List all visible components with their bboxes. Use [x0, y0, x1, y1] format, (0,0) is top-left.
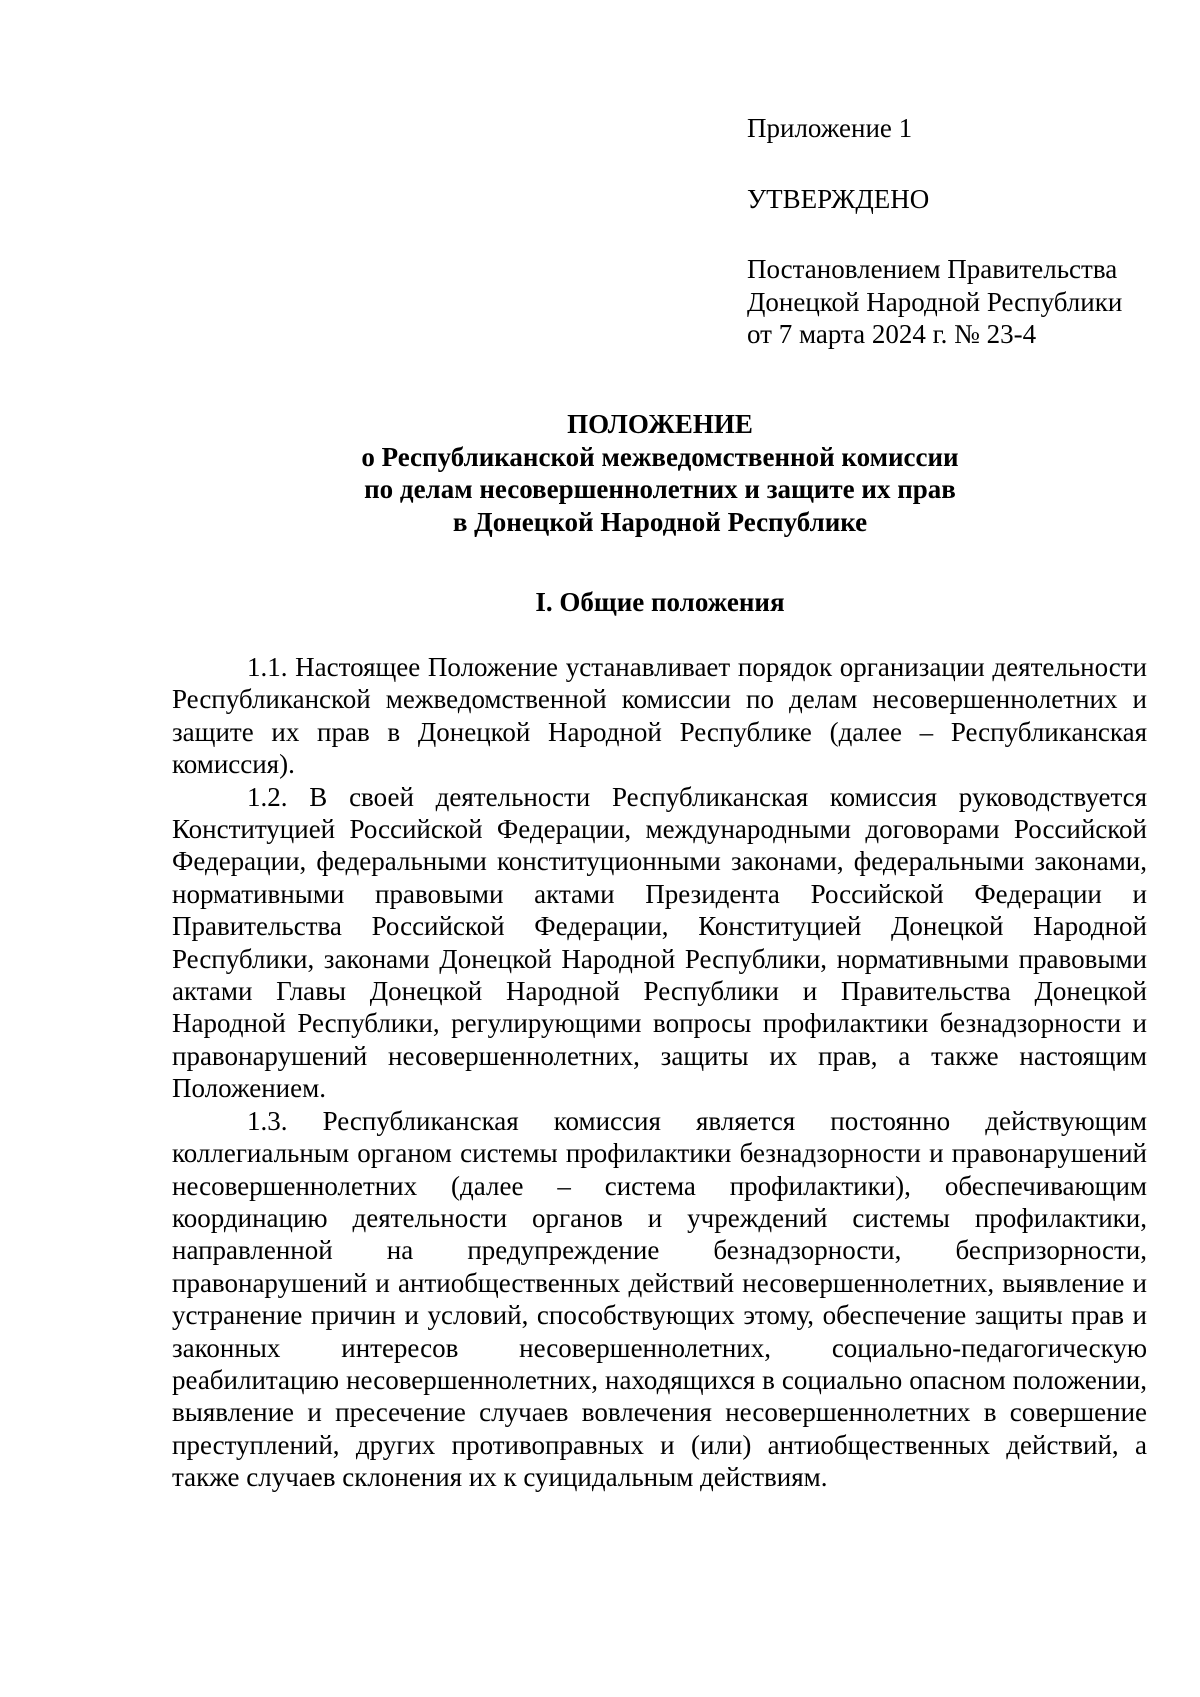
title-line: о Республиканской межведомственной комиссии — [361, 441, 959, 472]
decree-line: Постановлением Правительства — [747, 254, 1118, 284]
decree-line: Донецкой Народной Республики — [747, 286, 1123, 317]
title-line: по делам несовершеннолетних и защите их прав — [364, 474, 956, 504]
paragraph-1-3: 1.3. Республиканская комиссия является постоянно действующим коллегиальным органом системы профилактики безнадзорности и правонарушений несовершеннолетних (далее – система профилактики), обеспечивающим координацию деятельности органов и учреждений системы профилактики, направленной на предупреждение безнадзорности, беспризорности, правонарушений и антиобщественных действий несовершеннолетних, выявление и устранение причин и условий, способствующих этому, обеспечение защиты прав и законных интересов несовершеннолетних, социально-педагогическую реабилитацию несовершеннолетних, находящихся в социально опасном положении, выявление и пресечение случаев вовлечения несовершеннолетних в совершение преступлений, других противоправных и (или) антиобщественных действий, а также случаев склонения их к суицидальным действиям. — [172, 1105, 1147, 1493]
decree-line: от 7 марта 2024 г. № 23-4 — [747, 319, 1037, 349]
document-body — [172, 651, 1147, 1494]
section-heading: I. Общие положения — [535, 587, 785, 617]
decree-reference — [747, 253, 1167, 351]
appendix-label: Приложение 1 — [747, 113, 913, 143]
approval-stamp — [747, 112, 1167, 351]
document-title — [170, 408, 1150, 538]
paragraph-1-1: 1.1. Настоящее Положение устанавливает порядок организации деятельности Республиканской межведомственной комиссии по делам несовершеннолетних и защите их прав в Донецкой Народной Республике (далее – Республиканская комиссия). — [172, 652, 1147, 780]
title-line: ПОЛОЖЕНИЕ — [567, 409, 753, 439]
approved-label: УТВЕРЖДЕНО — [747, 183, 930, 214]
paragraph-1-2: 1.2. В своей деятельности Республиканская комиссия руководствуется Конституцией Российской Федерации, международными договорами Российской Федерации, федеральными конституционными законами, федеральными законами, нормативными правовыми актами Президента Российской Федерации и Правительства Российской Федерации, Конституцией Донецкой Народной Республики, законами Донецкой Народной Республики, нормативными правовыми актами Главы Донецкой Народной Республики и Правительства Донецкой Народной Республики, регулирующими вопросы профилактики безнадзорности и правонарушений несовершеннолетних, защиты их прав, а также настоящим Положением. — [172, 781, 1147, 1104]
title-line: в Донецкой Народной Республике — [452, 506, 868, 537]
